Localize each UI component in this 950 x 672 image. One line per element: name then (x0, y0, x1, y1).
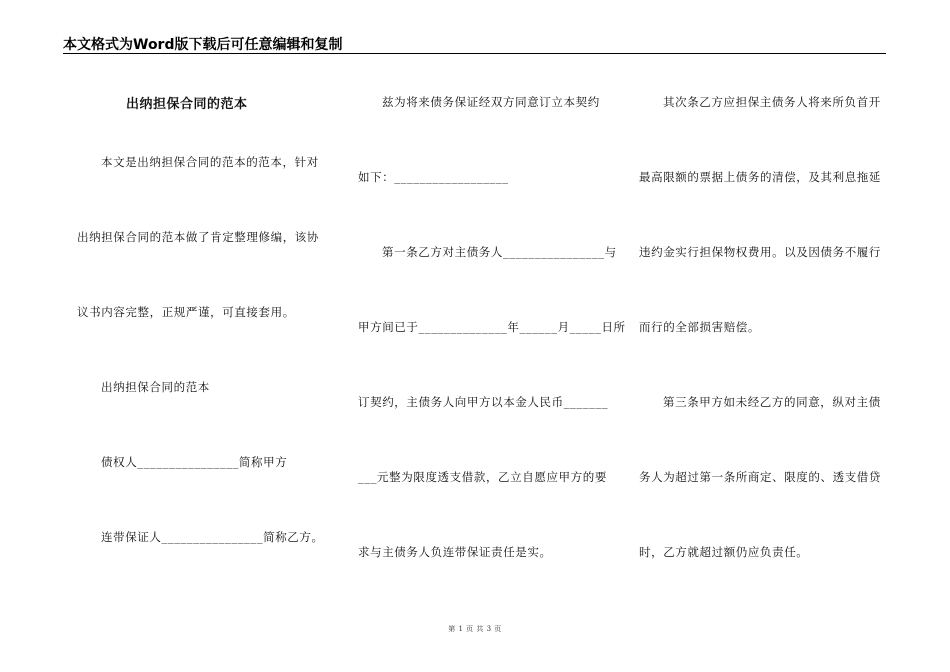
paragraph-line: 议书内容完整，正规严谨，可直接套用。 (77, 305, 295, 319)
paragraph-line: 本文是出纳担保合同的范本的范本，针对 (101, 155, 319, 169)
paragraph-line: 出纳担保合同的范本做了肯定整理修编，该协 (77, 230, 319, 244)
paragraph-line: 出纳担保合同的范本 (101, 380, 210, 394)
paragraph-line: ___元整为限度透支借款，乙立自愿应甲方的要 (358, 470, 607, 484)
creditor-line: 债权人________________简称甲方 (101, 455, 288, 469)
page-title: 出纳担保合同的范本 (126, 97, 248, 112)
paragraph-line: 如下：__________________ (358, 170, 509, 184)
header-divider (63, 53, 886, 54)
paragraph-line: 时，乙方就超过额仍应负责任。 (639, 545, 809, 559)
paragraph-line: 求与主债务人负连带保证责任是实。 (358, 545, 552, 559)
paragraph-line: 订契约，主债务人向甲方以本金人民币_______ (358, 395, 609, 409)
article-1-line: 第一条乙方对主债务人________________与 (382, 245, 617, 259)
paragraph-line: 最高限额的票据上债务的清偿，及其利息拖延 (639, 170, 881, 184)
article-2-line: 其次条乙方应担保主债务人将来所负首开 (663, 95, 881, 109)
paragraph-line: 兹为将来债务保证经双方同意订立本契约 (382, 95, 600, 109)
article-3-line: 第三条甲方如未经乙方的同意，纵对主债 (663, 395, 881, 409)
paragraph-line: 违约金实行担保物权费用。以及因债务不履行 (639, 245, 881, 259)
document-header: 本文格式为Word版下载后可任意编辑和复制 (63, 37, 343, 53)
page-number: 第 1 页 共 3 页 (448, 625, 502, 633)
guarantor-line: 连带保证人________________简称乙方。 (101, 530, 324, 544)
paragraph-line: 而行的全部损害赔偿。 (639, 320, 760, 334)
paragraph-line: 务人为超过第一条所商定、限度的、透支借贷 (639, 470, 881, 484)
paragraph-line: 甲方间已于______________年______月_____日所 (358, 320, 626, 334)
